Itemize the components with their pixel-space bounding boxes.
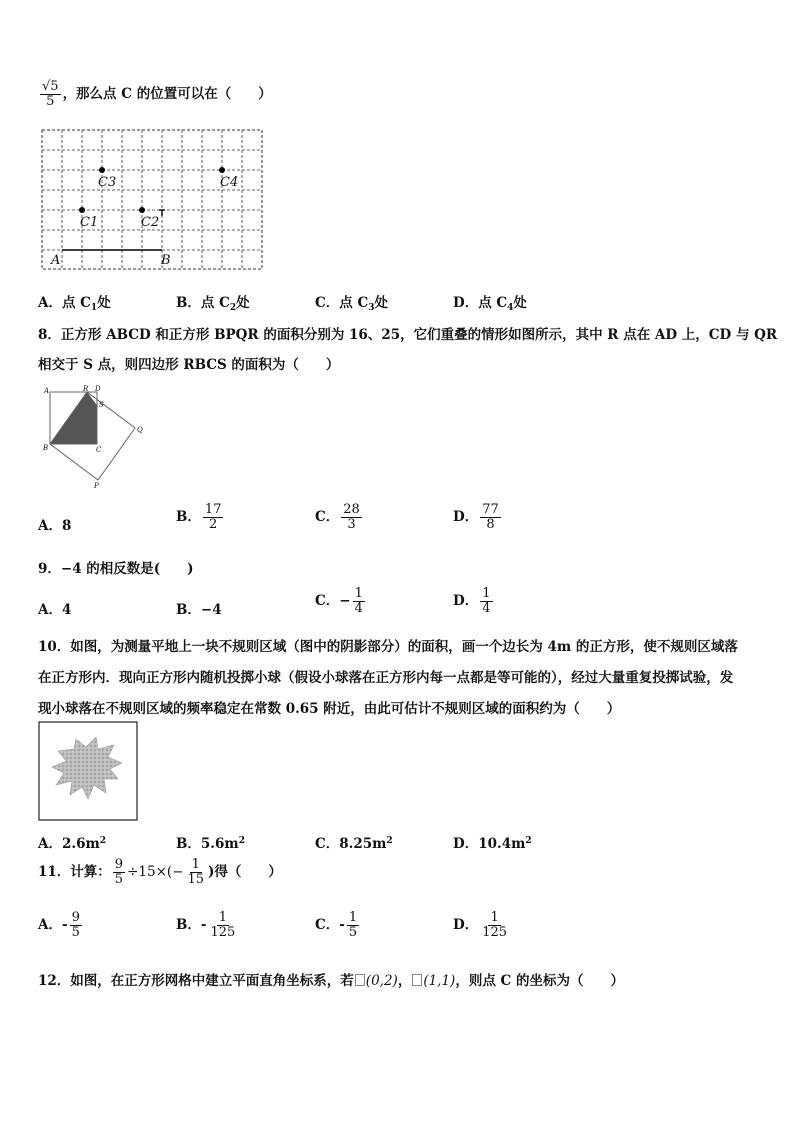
- q8-option-b[interactable]: B． $\frac{17}{2}$: [176, 502, 222, 532]
- label-c2: C2: [141, 215, 160, 230]
- q11-fraction-2: $\frac{1}{15}$: [187, 857, 205, 887]
- fig8-label-p: P: [94, 482, 99, 490]
- q8-stem-line2: 相交于 S 点，则四边形 RBCS 的面积为（ ）: [38, 357, 340, 373]
- fig8-label-d: D: [95, 385, 101, 393]
- label-a: A: [51, 253, 61, 268]
- q11-fraction-1: $\frac{9}{5}$: [114, 857, 124, 887]
- q7-stem-fraction: $\frac{√5}{5}$: [42, 79, 59, 109]
- q8-stem-line1: 8．正方形 ABCD 和正方形 BPQR 的面积分别为 16、25，它们重叠的情形如图所示，其中 R 点在 AD 上，CD 与 QR: [38, 327, 778, 343]
- q7-stem: $\frac{√5}{5}$ ，那么点 C 的位置可以在（ ）: [42, 79, 272, 109]
- point-c2: [139, 207, 145, 213]
- q7-option-d[interactable]: D．点 $C_4$处: [453, 295, 527, 313]
- label-b: B: [161, 253, 171, 268]
- q11-option-d[interactable]: D． $\frac{1}{125}$: [453, 910, 508, 940]
- q10-stem-line2: 在正方形内．现向正方形内随机投掷小球（假设小球落在正方形内每一点都是等可能的），经过大量重复投掷试验，发: [38, 670, 734, 686]
- q10-stem-line3: 现小球落在不规则区域的频率稳定在常数 0.65 附近，由此可估计不规则区域的面积约为（ ）: [38, 701, 621, 717]
- q10-option-b[interactable]: B．$5.6m^2$: [176, 836, 245, 852]
- fig8-label-s: S: [99, 401, 104, 409]
- q11-option-b[interactable]: B．- $\frac{1}{125}$: [176, 910, 236, 940]
- point-c4: [219, 167, 225, 173]
- label-c4: C4: [220, 175, 239, 190]
- label-c3: C3: [98, 175, 117, 190]
- q9-option-a[interactable]: A．4: [38, 602, 72, 618]
- fig8-label-c: C: [96, 446, 102, 454]
- fig8-label-b: B: [43, 444, 49, 452]
- q8-square-figure: [38, 384, 150, 494]
- q10-option-c[interactable]: C．$8.25m^2$: [315, 836, 393, 852]
- q9-stem: 9．−4 的相反数是( ): [38, 561, 194, 577]
- q7-grid-figure: [40, 128, 266, 273]
- label-c1: C1: [80, 215, 99, 230]
- q11-option-a[interactable]: A．- $\frac{9}{5}$: [38, 910, 80, 940]
- fig8-label-q: Q: [137, 426, 143, 434]
- q9-option-c[interactable]: C．− $\frac{1}{4}$: [315, 586, 363, 616]
- q8-option-a[interactable]: A．8: [38, 518, 72, 534]
- q8-option-c[interactable]: C． $\frac{28}{3}$: [315, 502, 360, 532]
- fig8-label-a: A: [44, 387, 50, 395]
- point-c1: [79, 207, 85, 213]
- q9-option-b[interactable]: B．−4: [176, 602, 222, 618]
- q11-stem: 11．计算： $\frac{9}{5}$ ÷15×(− $\frac{1}{15}$ )得（ ）: [38, 857, 282, 887]
- placeholder-box-icon: [355, 974, 365, 986]
- q9-option-d[interactable]: D． $\frac{1}{4}$: [453, 586, 491, 616]
- q7-option-b[interactable]: B．点 $C_2$处: [176, 295, 250, 313]
- q12-stem: 12．如图，在正方形网格中建立平面直角坐标系，若 (0,2)， (1,1)，则点 C 的坐标为（ ）: [38, 973, 624, 989]
- q10-option-d[interactable]: D．$10.4m^2$: [453, 836, 532, 852]
- point-c3: [99, 167, 105, 173]
- q8-option-d[interactable]: D． $\frac{77}{8}$: [453, 502, 499, 532]
- fig8-label-r: R: [83, 385, 89, 393]
- q10-square-figure: [38, 721, 138, 821]
- q7-option-a[interactable]: A．点 $C_1$处: [38, 295, 111, 313]
- q7-option-c[interactable]: C．点 $C_3$处: [315, 295, 388, 313]
- q10-stem-line1: 10．如图，为测量平地上一块不规则区域（图中的阴影部分）的面积，画一个边长为 4m 的正方形，使不规则区域落: [38, 639, 738, 655]
- placeholder-box-icon: [412, 974, 422, 986]
- q10-option-a[interactable]: A．$2.6m^2$: [38, 836, 107, 852]
- q11-option-c[interactable]: C．- $\frac{1}{5}$: [315, 910, 358, 940]
